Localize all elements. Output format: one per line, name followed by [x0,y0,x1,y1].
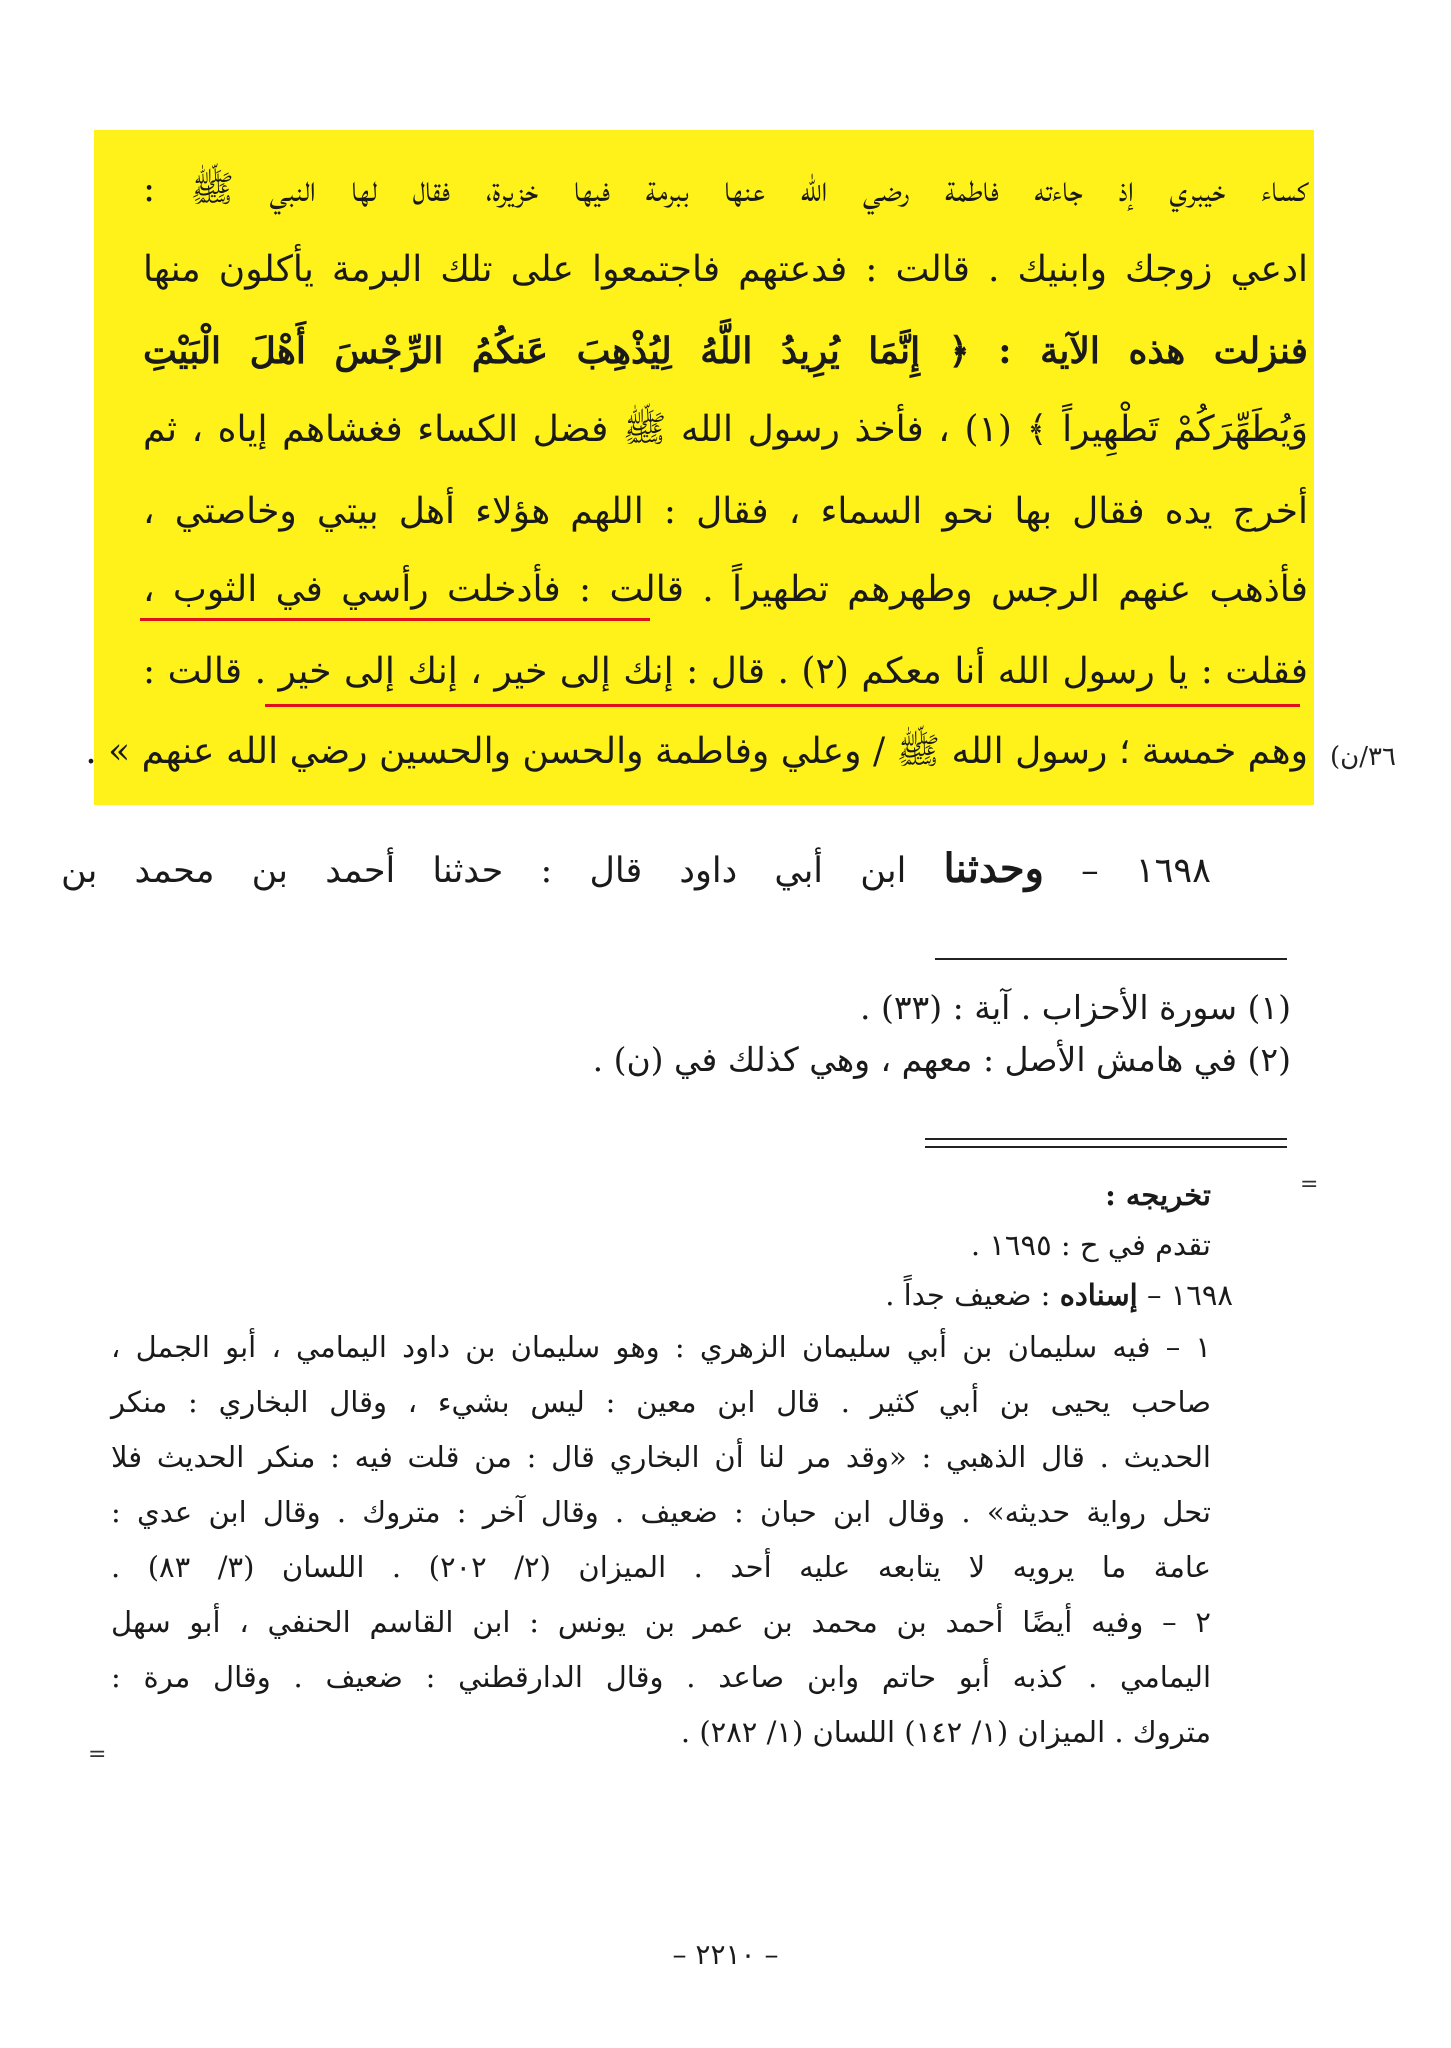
takhrij-heading: تخريجه : [1105,1178,1211,1212]
takhrij-grade [885,1278,1233,1312]
main-line-2: ادعي زوجك وابنيك . قالت : فدعتهم فاجتمعوا على تلك البرمة يأكلون منها [143,249,1308,290]
red-underline-2 [265,704,1300,707]
footnote-1: (١) سورة الأحزاب . آية : (٣٣) . [859,988,1291,1027]
hadith-chain: ابن أبي داود قال : حدثنا أحمد بن محمد بن [61,851,907,891]
takhrij-line-2: صاحب يحيى بن أبي كثير . قال ابن معين : ليس بشيء ، وقال البخاري : منكر [111,1385,1211,1419]
equals-mark-bottom: = [88,1742,107,1767]
main-line-8: وهم خمسة ؛ رسول الله ﷺ / وعلي وفاطمة والحسن والحسين رضي الله عنهم » . [85,731,1308,772]
hadith-1698-line [61,845,1211,893]
takhrij-line-6: ٢ – وفيه أيضًا أحمد بن محمد بن عمر بن يونس : ابن القاسم الحنفي ، أبو سهل [111,1605,1211,1639]
manuscript-margin-ref: ٣٦/ن) [1330,742,1396,772]
takhrij-line-4: تحل رواية حديثه» . وقال ابن حبان : ضعيف . وقال آخر : متروك . وقال ابن عدي : [111,1495,1211,1529]
takhrij-grade-label: إسناده [1059,1278,1138,1312]
hadith-number: ١٦٩٨ – [1081,851,1211,891]
main-line-3: فنزلت هذه الآية : ﴿ إِنَّمَا يُرِيدُ اللَّهُ لِيُذْهِبَ عَنكُمُ الرِّجْسَ أَهْلَ الْبَيْتِ [143,330,1308,372]
footnote-divider [935,958,1287,960]
main-line-7: فقلت : يا رسول الله أنا معكم (٢) . قال : إنك إلى خير ، إنك إلى خير . قالت : [143,651,1308,692]
takhrij-line-7: اليمامي . كذبه أبو حاتم وابن صاعد . وقال الدارقطني : ضعيف . وقال مرة : [111,1660,1211,1694]
takhrij-grade-number: ١٦٩٨ – [1146,1278,1233,1312]
main-line-1: كساء خيبري إذ جاءته فاطمة رضي الله عنها ببرمة فيها خزيرة، فقال لها النبي ﷺ : [143,169,1308,210]
takhrij-grade-value: : ضعيف جداً . [885,1278,1051,1312]
main-line-6: فأذهب عنهم الرجس وطهرهم تطهيراً . قالت : فأدخلت رأسي في الثوب ، [143,569,1308,610]
double-rule-top [925,1138,1287,1140]
main-line-4: وَيُطَهِّرَكُمْ تَطْهِيراً ﴾ (١) ، فأخذ رسول الله ﷺ فضل الكساء فغشاهم إياه ، ثم [143,409,1308,450]
red-underline-1 [140,618,650,621]
footnote-2: (٢) في هامش الأصل : معهم ، وهي كذلك في (ن) . [592,1040,1291,1079]
main-line-5: أخرج يده فقال بها نحو السماء ، فقال : اللهم هؤلاء أهل بيتي وخاصتي ، [143,491,1308,532]
takhrij-line-5: عامة ما يرويه لا يتابعه عليه أحد . الميزان (٢/ ٢٠٢) . اللسان (٣/ ٨٣) . [111,1550,1211,1584]
takhrij-line-1: ١ – فيه سليمان بن أبي سليمان الزهري : وهو سليمان بن داود اليمامي ، أبو الجمل ، [111,1330,1211,1364]
equals-mark-top: = [1300,1172,1319,1197]
double-rule-bottom [925,1146,1287,1148]
takhrij-ref: تقدم في ح : ١٦٩٥ . [970,1228,1211,1262]
page-number: – ٢٢١٠ – [672,1938,779,1971]
takhrij-line-3: الحديث . قال الذهبي : «وقد مر لنا أن البخاري قال : من قلت فيه : منكر الحديث فلا [111,1440,1211,1474]
hadith-lead: وحدثنا [943,845,1044,892]
takhrij-line-8: متروك . الميزان (١/ ١٤٢) اللسان (١/ ٢٨٢) . [680,1715,1211,1749]
